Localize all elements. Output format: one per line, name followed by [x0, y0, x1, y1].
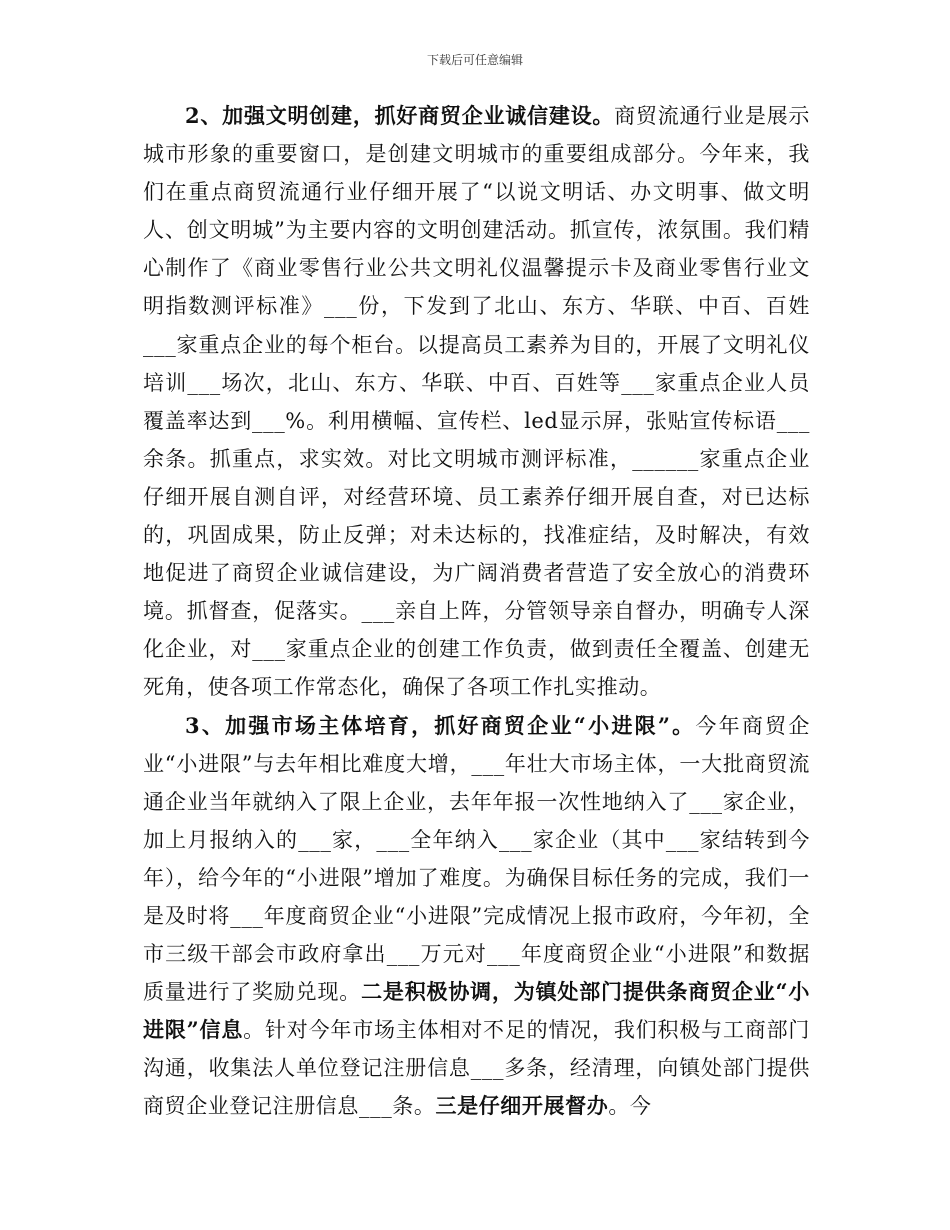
paragraph-text: 。今 [608, 1094, 652, 1119]
paragraph-subheading: 三是仔细开展督办 [435, 1093, 609, 1119]
paragraph-text: 。针对今年市场主体相对不足的情况，我们积极与工商部门沟通，收集法人单位登记注册信息___多条，经清理，向镇处部门提供商贸企业登记注册信息___条。 [143, 1018, 810, 1119]
document-body [143, 97, 810, 1126]
paragraph-text: 商贸流通行业是展示城市形象的重要窗口，是创建文明城市的重要组成部分。今年来，我们在重点商贸流通行业仔细开展了“以说文明话、办文明事、做文明人、创文明城”为主要内容的文明创建活动。抓宣传，浓氛围。我们精心制作了《商业零售行业公共文明礼仪温馨提示卡及商业零售行业文明指数测评标准》___份，下发到了北山、东方、华联、中百、百姓___家重点企业的每个柜台。以提高员工素养为目的，开展了文明礼仪培训___场次，北山、东方、华联、中百、百姓等___家重点企业人员覆盖率达到___%。利用横幅、宣传栏、led显示屏，张贴宣传标语___余条。抓重点，求实效。对比文明城市测评标准，______家重点企业仔细开展自测自评，对经营环境、员工素养仔细开展自查，对已达标的，巩固成果，防止反弹；对未达标的，找准症结，及时解决，有效地促进了商贸企业诚信建设，为广阔消费者营造了安全放心的消费环境。抓督查，促落实。___亲自上阵，分管领导亲自督办，明确专人深化企业，对___家重点企业的创建工作负责，做到责任全覆盖、创建无死角，使各项工作常态化，确保了各项工作扎实推动。 [143, 104, 810, 700]
paragraph-heading: 3、加强市场主体培育，抓好商贸企业“小进限”。 [185, 712, 696, 738]
paragraph-text: 今年商贸企业“小进限”与去年相比难度大增，___年壮大市场主体，一大批商贸流通企业当年就纳入了限上企业，去年年报一次性地纳入了___家企业，加上月报纳入的___家，___全年纳入___家企业（其中___家结转到今年），给今年的“小进限”增加了难度。为确保目标任务的完成，我们一是及时将___年度商贸企业“小进限”完成情况上报市政府，今年初，全市三级干部会市政府拿出___万元对___年度商贸企业“小进限”和数据质量进行了奖励兑现。 [143, 713, 811, 1005]
paragraph-subheading: 二是积极协调，为镇处部门提供条商贸企业“小进限”信息 [143, 979, 810, 1043]
page-header-note: 下载后可任意编辑 [426, 53, 523, 67]
paragraph-market-entity [143, 707, 810, 1126]
paragraph-civilization [143, 97, 810, 707]
paragraph-heading: 2、加强文明创建，抓好商贸企业诚信建设。 [185, 103, 615, 128]
